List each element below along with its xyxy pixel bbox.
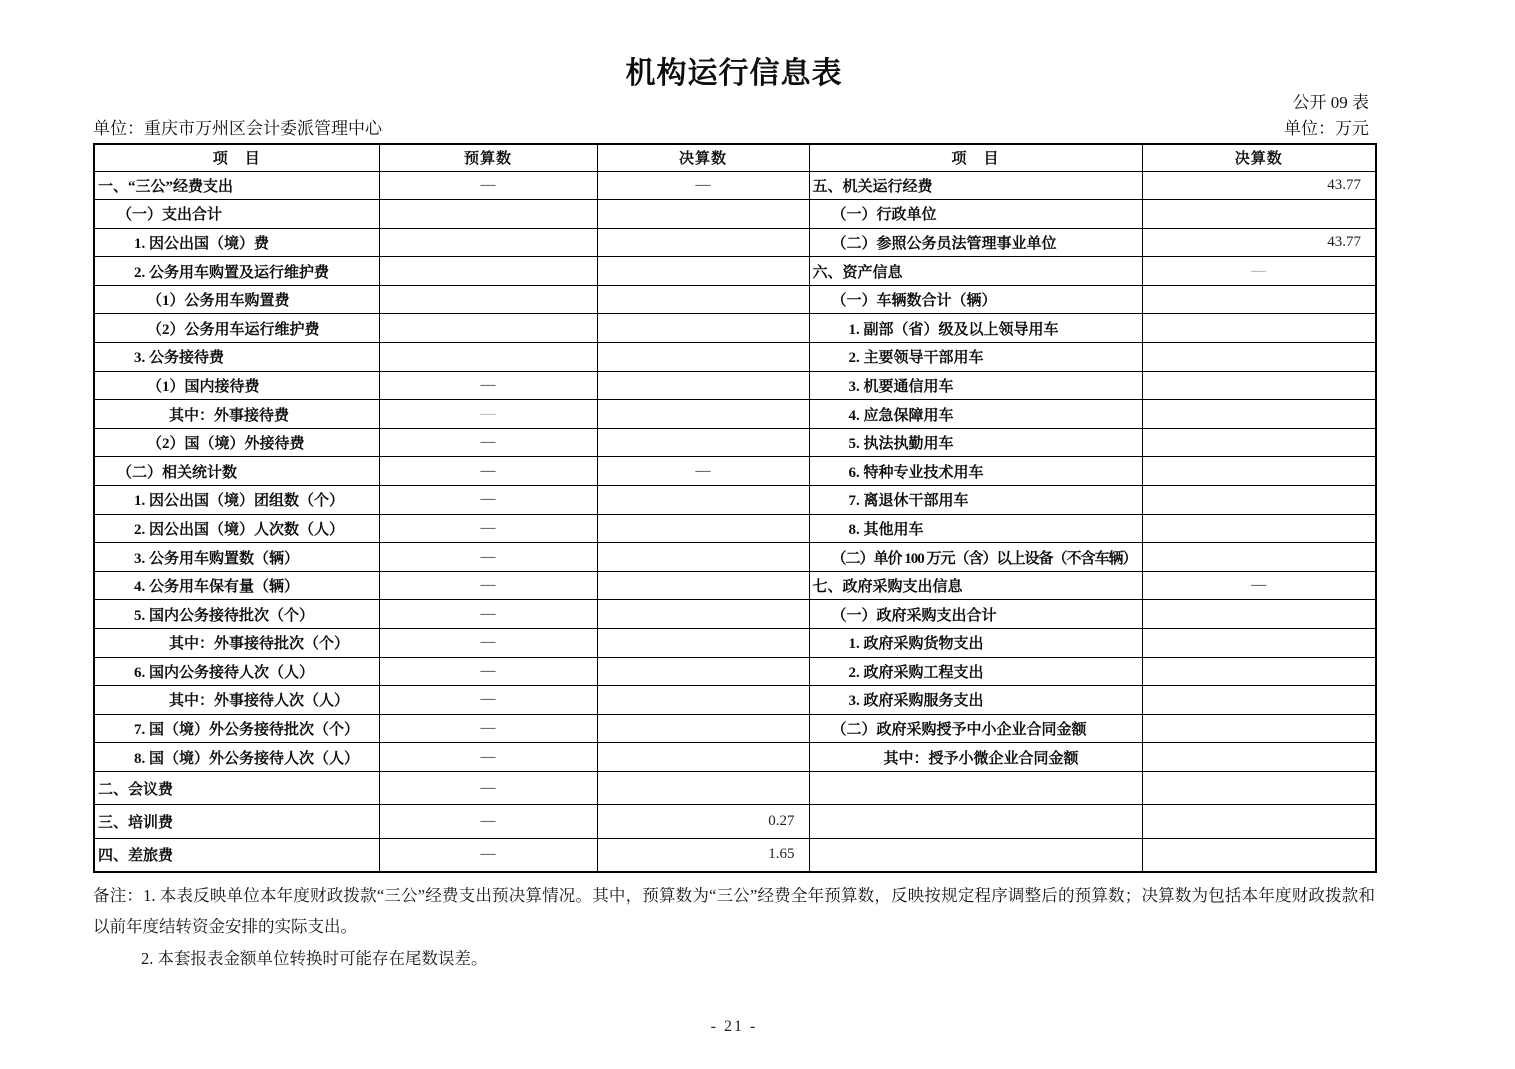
value-cell-budget (379, 314, 597, 343)
value-cell-final-right (1142, 514, 1376, 543)
value-cell-budget: — (379, 571, 597, 600)
table-row (94, 400, 1376, 429)
value-cell-final-right (1142, 343, 1376, 372)
value-cell-final-left (597, 571, 809, 600)
value-cell-final-right (1142, 314, 1376, 343)
item-cell-right: 1. 副部（省）级及以上领导用车 (809, 314, 1142, 343)
notes (93, 880, 1375, 974)
table-row (94, 714, 1376, 743)
value-cell-final-right (1142, 805, 1376, 839)
item-cell-left: 四、差旅费 (94, 838, 379, 872)
value-cell-final-right (1142, 600, 1376, 629)
table-row (94, 428, 1376, 457)
value-cell-final-right (1142, 629, 1376, 658)
item-cell-right: 其中：授予小微企业合同金额 (809, 743, 1142, 772)
value-cell-budget: — (379, 743, 597, 772)
table-row (94, 486, 1376, 515)
unit-name-label: 单位：重庆市万州区会计委派管理中心 (93, 119, 382, 138)
value-cell-final-right (1142, 486, 1376, 515)
table-code-label: 公开 09 表 (1292, 93, 1369, 112)
table-row (94, 314, 1376, 343)
value-cell-final-left (597, 285, 809, 314)
value-cell-final-right: — (1142, 571, 1376, 600)
item-cell-right: （一）行政单位 (809, 200, 1142, 229)
item-cell-right: （二）参照公务员法管理事业单位 (809, 228, 1142, 257)
item-cell-right: 8. 其他用车 (809, 514, 1142, 543)
value-cell-final-right (1142, 838, 1376, 872)
item-cell-left: （一）支出合计 (94, 200, 379, 229)
value-cell-final-left (597, 371, 809, 400)
unit-currency-label: 单位：万元 (1284, 119, 1369, 138)
value-cell-budget: — (379, 457, 597, 486)
value-cell-budget (379, 200, 597, 229)
value-cell-final-left (597, 343, 809, 372)
item-cell-left: 8. 国（境）外公务接待人次（人） (94, 743, 379, 772)
value-cell-final-left (597, 514, 809, 543)
item-cell-left: （1）国内接待费 (94, 371, 379, 400)
item-cell-left: 其中：外事接待批次（个） (94, 629, 379, 658)
value-cell-budget: — (379, 771, 597, 805)
value-cell-budget: — (379, 428, 597, 457)
value-cell-final-right (1142, 543, 1376, 572)
value-cell-final-right: 43.77 (1142, 171, 1376, 200)
value-cell-budget: — (379, 543, 597, 572)
value-cell-final-left (597, 743, 809, 772)
item-cell-right: （二）政府采购授予中小企业合同金额 (809, 714, 1142, 743)
table-row (94, 805, 1376, 839)
value-cell-budget (379, 285, 597, 314)
value-cell-budget: — (379, 400, 597, 429)
table-row (94, 457, 1376, 486)
value-cell-final-left: 0.27 (597, 805, 809, 839)
value-cell-final-left (597, 428, 809, 457)
table-row (94, 543, 1376, 572)
table-row (94, 228, 1376, 257)
value-cell-budget: — (379, 171, 597, 200)
header-item-left: 项 目 (94, 144, 379, 171)
value-cell-final-right: — (1142, 257, 1376, 286)
value-cell-budget (379, 228, 597, 257)
item-cell-left: （1）公务用车购置费 (94, 285, 379, 314)
value-cell-final-right: 43.77 (1142, 228, 1376, 257)
item-cell-right: 2. 主要领导干部用车 (809, 343, 1142, 372)
header-budget: 预算数 (379, 144, 597, 171)
value-cell-budget: — (379, 600, 597, 629)
item-cell-right: 2. 政府采购工程支出 (809, 657, 1142, 686)
value-cell-budget: — (379, 838, 597, 872)
value-cell-budget: — (379, 714, 597, 743)
item-cell-right: 3. 政府采购服务支出 (809, 686, 1142, 715)
value-cell-final-left (597, 543, 809, 572)
value-cell-final-right (1142, 428, 1376, 457)
item-cell-left: 一、“三公”经费支出 (94, 171, 379, 200)
table-row (94, 171, 1376, 200)
value-cell-budget: — (379, 686, 597, 715)
table-row (94, 514, 1376, 543)
value-cell-budget: — (379, 657, 597, 686)
value-cell-budget (379, 343, 597, 372)
budget-table (93, 143, 1377, 873)
header-final-left: 决算数 (597, 144, 809, 171)
table-row (94, 629, 1376, 658)
value-cell-final-right (1142, 200, 1376, 229)
item-cell-right: 五、机关运行经费 (809, 171, 1142, 200)
table-row (94, 771, 1376, 805)
value-cell-final-right (1142, 285, 1376, 314)
table-row (94, 571, 1376, 600)
header-item-right: 项 目 (809, 144, 1142, 171)
item-cell-left: 1. 因公出国（境）团组数（个） (94, 486, 379, 515)
item-cell-left: 3. 公务接待费 (94, 343, 379, 372)
value-cell-final-left (597, 600, 809, 629)
value-cell-final-left (597, 314, 809, 343)
value-cell-final-left (597, 486, 809, 515)
table-row (94, 371, 1376, 400)
item-cell-left: （二）相关统计数 (94, 457, 379, 486)
value-cell-final-left (597, 657, 809, 686)
table-row (94, 686, 1376, 715)
item-cell-right: 七、政府采购支出信息 (809, 571, 1142, 600)
value-cell-final-left (597, 400, 809, 429)
item-cell-right: 3. 机要通信用车 (809, 371, 1142, 400)
value-cell-final-left: 1.65 (597, 838, 809, 872)
value-cell-budget: — (379, 486, 597, 515)
value-cell-final-right (1142, 743, 1376, 772)
item-cell-right (809, 838, 1142, 872)
value-cell-budget: — (379, 805, 597, 839)
item-cell-left: 2. 因公出国（境）人次数（人） (94, 514, 379, 543)
value-cell-final-left (597, 257, 809, 286)
value-cell-final-left (597, 228, 809, 257)
item-cell-left: 5. 国内公务接待批次（个） (94, 600, 379, 629)
value-cell-budget: — (379, 371, 597, 400)
value-cell-final-left (597, 629, 809, 658)
table-row (94, 600, 1376, 629)
table-row (94, 838, 1376, 872)
item-cell-right: 7. 离退休干部用车 (809, 486, 1142, 515)
item-cell-left: 2. 公务用车购置及运行维护费 (94, 257, 379, 286)
item-cell-left: 4. 公务用车保有量（辆） (94, 571, 379, 600)
value-cell-final-right (1142, 714, 1376, 743)
item-cell-right: （一）车辆数合计（辆） (809, 285, 1142, 314)
item-cell-right (809, 771, 1142, 805)
table-row (94, 743, 1376, 772)
page-number: - 21 - (710, 1018, 758, 1035)
item-cell-left: 三、培训费 (94, 805, 379, 839)
item-cell-right: 4. 应急保障用车 (809, 400, 1142, 429)
value-cell-budget (379, 257, 597, 286)
value-cell-final-left (597, 771, 809, 805)
value-cell-final-right (1142, 400, 1376, 429)
value-cell-final-left (597, 200, 809, 229)
note-1: 备注：1. 本表反映单位本年度财政拨款“三公”经费支出预决算情况。其中，预算数为“三公”经费全年预算数，反映按规定程序调整后的预算数；决算数为包括本年度财政拨款和以前年度结转资金安排的实际支出。 (93, 886, 1375, 936)
value-cell-budget: — (379, 514, 597, 543)
table-row (94, 343, 1376, 372)
item-cell-left: 二、会议费 (94, 771, 379, 805)
table-row (94, 657, 1376, 686)
item-cell-right: 5. 执法执勤用车 (809, 428, 1142, 457)
item-cell-left: 7. 国（境）外公务接待批次（个） (94, 714, 379, 743)
item-cell-left: 3. 公务用车购置数（辆） (94, 543, 379, 572)
value-cell-final-right (1142, 686, 1376, 715)
value-cell-final-left (597, 686, 809, 715)
item-cell-left: （2）公务用车运行维护费 (94, 314, 379, 343)
value-cell-final-left: — (597, 457, 809, 486)
item-cell-right: 1. 政府采购货物支出 (809, 629, 1142, 658)
table-row (94, 285, 1376, 314)
item-cell-right: （二）单价 100 万元（含）以上设备（不含车辆） (809, 543, 1142, 572)
value-cell-final-right (1142, 457, 1376, 486)
page-title: 机构运行信息表 (625, 57, 843, 90)
value-cell-final-right (1142, 657, 1376, 686)
table-header-row (94, 144, 1376, 171)
item-cell-left: 1. 因公出国（境）费 (94, 228, 379, 257)
item-cell-left: 其中：外事接待人次（人） (94, 686, 379, 715)
item-cell-left: （2）国（境）外接待费 (94, 428, 379, 457)
table-row (94, 200, 1376, 229)
item-cell-left: 其中：外事接待费 (94, 400, 379, 429)
item-cell-right (809, 805, 1142, 839)
value-cell-final-right (1142, 371, 1376, 400)
item-cell-right: （一）政府采购支出合计 (809, 600, 1142, 629)
value-cell-budget: — (379, 629, 597, 658)
header-final-right: 决算数 (1142, 144, 1376, 171)
item-cell-left: 6. 国内公务接待人次（人） (94, 657, 379, 686)
value-cell-final-right (1142, 771, 1376, 805)
table-row (94, 257, 1376, 286)
item-cell-right: 6. 特种专业技术用车 (809, 457, 1142, 486)
unit-row (93, 114, 1375, 139)
value-cell-final-left (597, 714, 809, 743)
value-cell-final-left: — (597, 171, 809, 200)
item-cell-right: 六、资产信息 (809, 257, 1142, 286)
note-2: 2. 本套报表金额单位转换时可能存在尾数误差。 (141, 949, 488, 968)
